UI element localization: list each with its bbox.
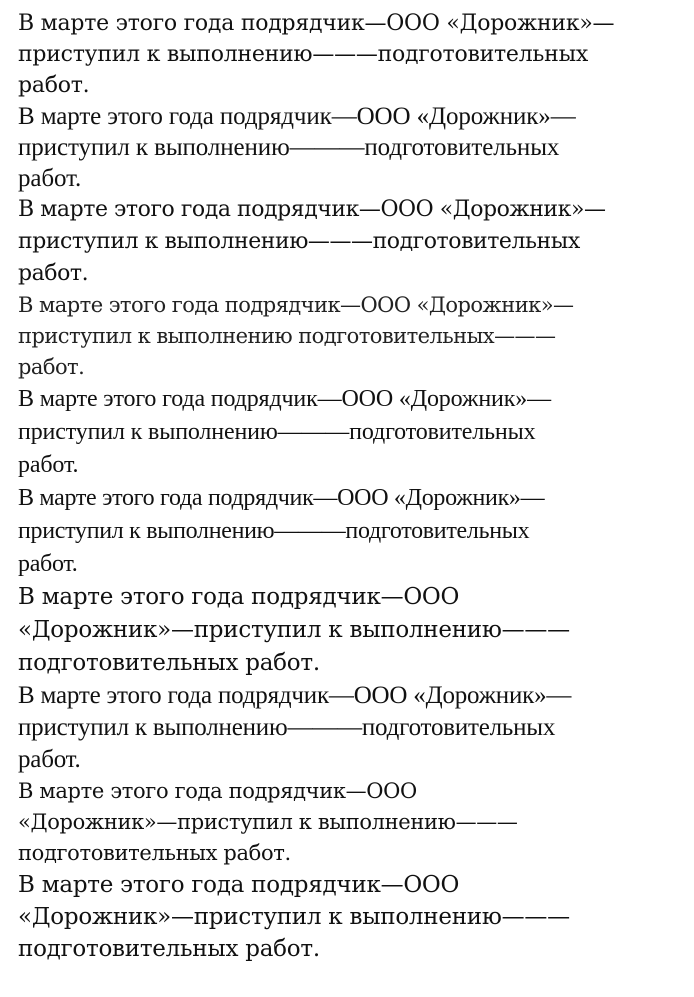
text-sample-8: В марте этого года подрядчик—ООО «Дорожник»— приступил к выполнению———подготовительных работ. (18, 682, 572, 773)
text-sample-2: В марте этого года подрядчик—ООО «Дорожник»— приступил к выполнению———подготовительных работ. (18, 103, 576, 192)
text-sample-9: В марте этого года подрядчик—ООО «Дорожник»—приступил к выполнению——— подготовительных работ. (18, 779, 518, 865)
text-sample-6: В марте этого года подрядчик—ООО «Дорожник»— приступил к выполнению———подготовительных работ. (18, 485, 545, 577)
text-sample-10: В марте этого года подрядчик—ООО «Дорожник»—приступил к выполнению——— подготовительных работ. (18, 872, 570, 962)
text-sample-4: В марте этого года подрядчик—ООО «Дорожник»— приступил к выполнению подготовительных——— работ. (18, 293, 574, 379)
text-sample-3: В марте этого года подрядчик—ООО «Дорожник»— приступил к выполнению———подготовительных работ. (18, 197, 606, 286)
text-sample-1: В марте этого года подрядчик—ООО «Дорожник»— приступил к выполнению———подготовительных работ. (18, 11, 615, 98)
text-sample-7: В марте этого года подрядчик—ООО «Дорожник»—приступил к выполнению——— подготовительных работ. (18, 584, 570, 676)
text-sample-5: В марте этого года подрядчик—ООО «Дорожник»— приступил к выполнению———подготовительных работ. (18, 386, 551, 478)
